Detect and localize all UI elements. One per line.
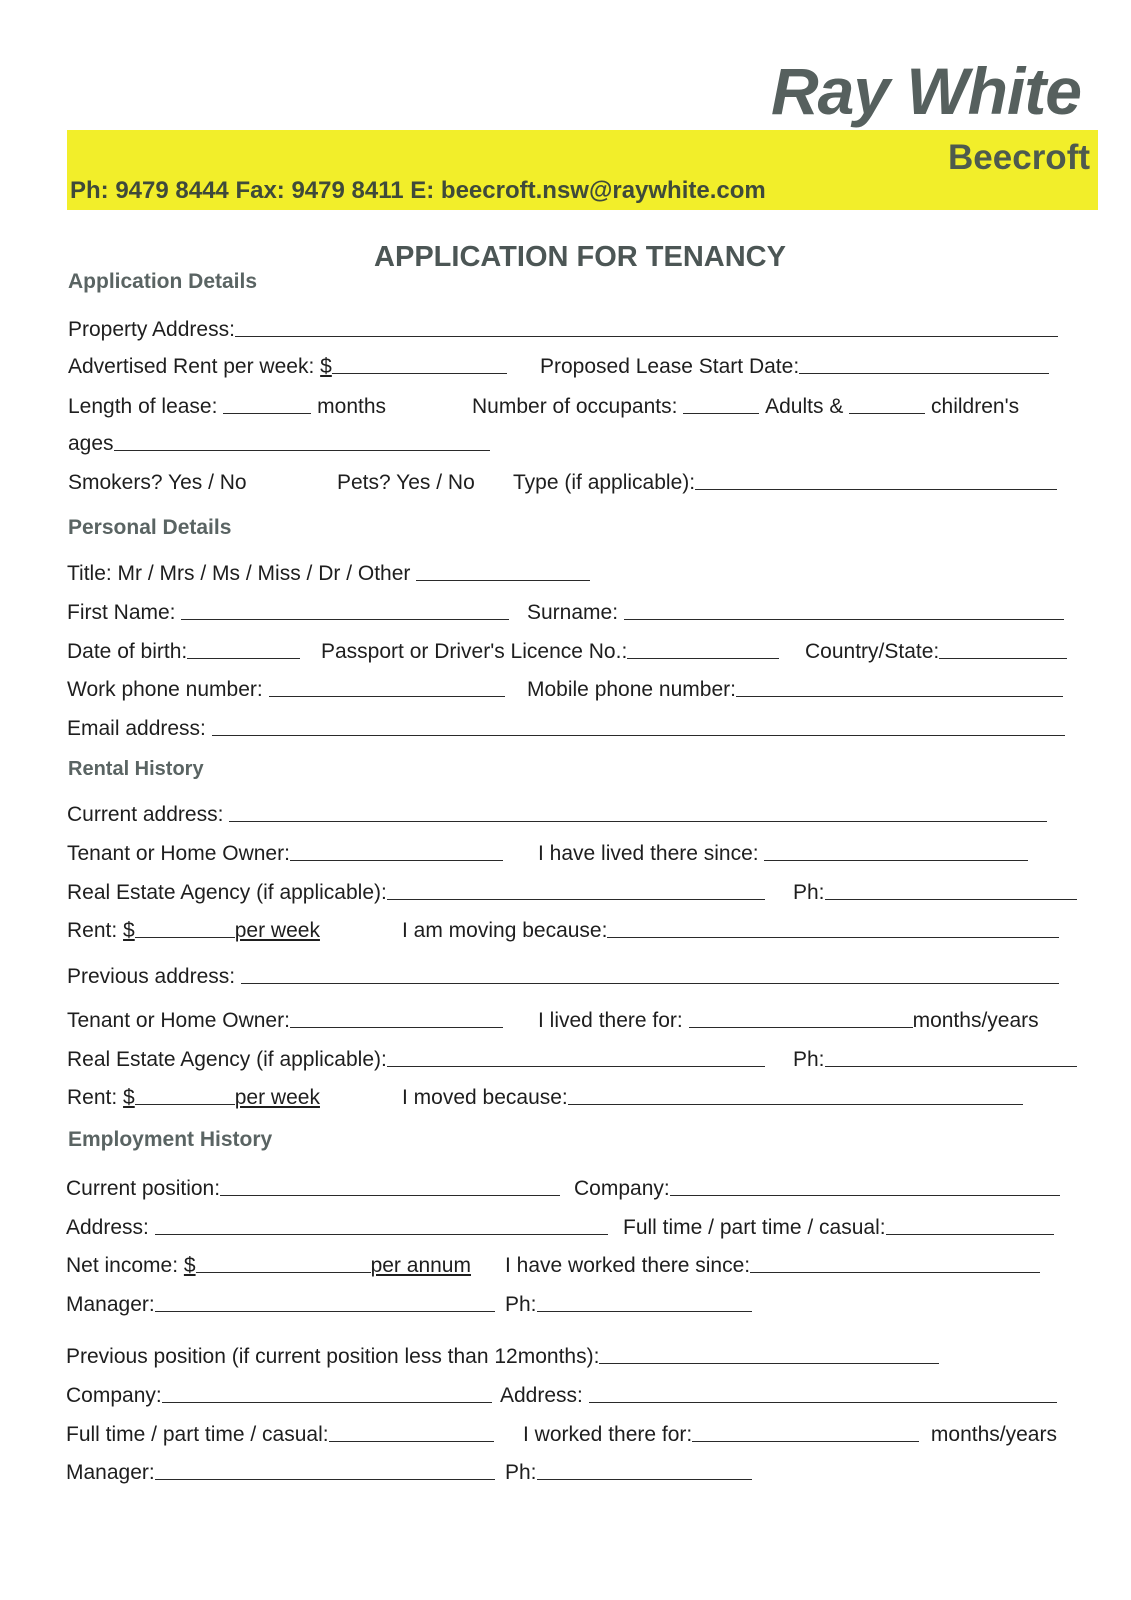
row-current-address [68, 795, 1091, 825]
row-ages [68, 424, 1091, 454]
field-surname[interactable] [624, 618, 1064, 620]
field-children[interactable] [849, 412, 925, 414]
label-current-address: Current address: [67, 803, 224, 826]
label-childrens: children's [931, 395, 1020, 418]
row-lease-occupants [68, 387, 1091, 417]
label-dob: Date of birth: [67, 640, 188, 663]
field-adults[interactable] [683, 412, 759, 414]
dollar-sign: $ [320, 355, 332, 378]
label-prev-agency: Real Estate Agency (if applicable): [67, 1048, 387, 1071]
field-moving-because[interactable] [607, 936, 1059, 938]
field-prev-address[interactable] [589, 1401, 1057, 1403]
row-employer-address [68, 1208, 1091, 1238]
label-pet-type: Type (if applicable): [513, 471, 696, 494]
label-rent: Rent: [67, 919, 118, 942]
field-advertised-rent[interactable] [332, 372, 507, 374]
field-net-income[interactable] [196, 1271, 371, 1273]
branch-name: Beecroft [948, 138, 1090, 177]
field-moved-because[interactable] [568, 1103, 1023, 1105]
row-phones [68, 670, 1091, 700]
label-property-address: Property Address: [68, 318, 235, 341]
label-occupants: Number of occupants: [472, 395, 678, 418]
label-per-week: per week [234, 919, 320, 942]
row-previous-position [68, 1337, 1091, 1367]
field-title-other[interactable] [416, 579, 590, 581]
field-pet-type[interactable] [695, 488, 1057, 490]
label-previous-address: Previous address: [67, 965, 236, 988]
row-manager [68, 1285, 1091, 1315]
label-prev-company: Company: [66, 1384, 162, 1407]
field-company[interactable] [670, 1194, 1060, 1196]
label-adults: Adults & [765, 395, 844, 418]
section-rental-history: Rental History [68, 758, 204, 780]
label-agency-ph: Ph: [793, 881, 825, 904]
label-worked-since: I have worked there since: [505, 1254, 751, 1277]
row-name [68, 593, 1091, 623]
row-previous-agency [68, 1040, 1091, 1070]
field-agency[interactable] [387, 898, 765, 900]
field-agency-ph[interactable] [825, 898, 1077, 900]
label-advertised-rent: Advertised Rent per week: [68, 355, 315, 378]
field-previous-rent[interactable] [135, 1103, 235, 1105]
row-current-rent [68, 911, 1091, 941]
field-country-state[interactable] [939, 657, 1067, 659]
field-manager-ph[interactable] [537, 1310, 752, 1312]
label-manager-ph: Ph: [505, 1293, 537, 1316]
dollar-sign: $ [183, 1254, 196, 1277]
label-ages: ages [68, 432, 114, 455]
label-prev-tenant-owner: Tenant or Home Owner: [67, 1009, 290, 1032]
row-previous-rent [68, 1078, 1091, 1108]
field-worked-for[interactable] [692, 1440, 919, 1442]
label-per-annum: per annum [370, 1254, 471, 1277]
row-previous-address [68, 957, 1091, 987]
label-country-state: Country/State: [805, 640, 940, 663]
label-lived-for: I lived there for: [538, 1009, 683, 1032]
row-previous-tenant [68, 1001, 1091, 1031]
row-rent-lease [68, 347, 1091, 377]
label-moved-because: I moved because: [402, 1086, 568, 1109]
field-prev-company[interactable] [162, 1401, 492, 1403]
field-worked-since[interactable] [750, 1271, 1040, 1273]
form-title: APPLICATION FOR TENANCY [374, 241, 786, 273]
label-lease-start: Proposed Lease Start Date: [540, 355, 800, 378]
label-tenant-owner: Tenant or Home Owner: [67, 842, 290, 865]
field-mobile-phone[interactable] [736, 695, 1063, 697]
section-personal-details: Personal Details [68, 516, 232, 539]
field-current-address[interactable] [229, 820, 1047, 822]
field-dob[interactable] [187, 657, 300, 659]
field-tenant-owner[interactable] [290, 859, 503, 861]
dollar-sign: $ [123, 1086, 135, 1109]
label-moving-because: I am moving because: [402, 919, 608, 942]
row-current-tenant [68, 834, 1091, 864]
field-lease-start[interactable] [799, 372, 1049, 374]
row-prev-manager [68, 1453, 1091, 1483]
label-lived-since: I have lived there since: [538, 842, 759, 865]
label-company: Company: [574, 1177, 670, 1200]
field-prev-agency[interactable] [387, 1065, 765, 1067]
label-lease-length: Length of lease: [68, 395, 218, 418]
row-title [68, 554, 1091, 584]
field-ages[interactable] [114, 449, 490, 451]
row-property-address [68, 310, 1091, 340]
field-employment-type[interactable] [886, 1233, 1054, 1235]
row-net-income [68, 1246, 1091, 1276]
row-prev-employment-type [68, 1415, 1091, 1445]
section-employment-history: Employment History [68, 1128, 273, 1151]
header-band [67, 130, 1098, 210]
field-lived-for[interactable] [689, 1026, 913, 1028]
dollar-sign: $ [123, 919, 135, 942]
pets-choice[interactable]: Pets? Yes / No [337, 471, 475, 494]
label-months-years: months/years [930, 1423, 1057, 1446]
field-prev-employment-type[interactable] [329, 1440, 494, 1442]
field-manager[interactable] [155, 1310, 495, 1312]
field-lease-length[interactable] [223, 412, 311, 414]
section-application-details: Application Details [68, 270, 258, 293]
label-agency: Real Estate Agency (if applicable): [67, 881, 387, 904]
label-prev-rent: Rent: [67, 1086, 118, 1109]
label-net-income: Net income: [66, 1254, 179, 1277]
label-prev-address: Address: [500, 1384, 583, 1407]
row-dob-licence [68, 632, 1091, 662]
field-first-name[interactable] [181, 618, 509, 620]
field-prev-tenant-owner[interactable] [290, 1026, 503, 1028]
field-lived-since[interactable] [764, 859, 1028, 861]
row-current-agency [68, 873, 1091, 903]
field-current-rent[interactable] [135, 936, 235, 938]
label-employer-address: Address: [66, 1216, 149, 1239]
contact-info: Ph: 9479 8444 Fax: 9479 8411 E: beecroft.nsw@raywhite.com [70, 177, 766, 204]
label-worked-for: I worked there for: [523, 1423, 693, 1446]
field-employer-address[interactable] [155, 1233, 608, 1235]
label-previous-position: Previous position (if current position less than 12months): [66, 1345, 600, 1368]
label-prev-agency-ph: Ph: [793, 1048, 825, 1071]
label-prev-manager: Manager: [66, 1461, 155, 1484]
label-email: Email address: [67, 717, 206, 740]
label-employment-type: Full time / part time / casual: [623, 1216, 886, 1239]
row-current-position [68, 1169, 1091, 1199]
label-prev-manager-ph: Ph: [505, 1461, 537, 1484]
field-email[interactable] [212, 734, 1065, 736]
row-email [68, 709, 1091, 739]
label-current-position: Current position: [66, 1177, 221, 1200]
label-surname: Surname: [527, 601, 619, 624]
field-property-address[interactable] [235, 335, 1058, 337]
field-prev-manager[interactable] [155, 1478, 495, 1480]
title-choice[interactable]: Title: Mr / Mrs / Ms / Miss / Dr / Other [67, 562, 411, 585]
label-per-week: per week [234, 1086, 320, 1109]
field-work-phone[interactable] [269, 695, 505, 697]
smokers-choice[interactable]: Smokers? Yes / No [68, 471, 247, 494]
label-prev-employment-type: Full time / part time / casual: [66, 1423, 329, 1446]
label-licence: Passport or Driver's Licence No.: [321, 640, 628, 663]
field-previous-address[interactable] [241, 982, 1059, 984]
label-months: months [317, 395, 387, 418]
label-work-phone: Work phone number: [67, 678, 263, 701]
label-months-years: months/years [912, 1009, 1039, 1032]
field-licence[interactable] [627, 657, 779, 659]
field-current-position[interactable] [220, 1194, 560, 1196]
row-smokers-pets [68, 463, 1091, 493]
field-prev-manager-ph[interactable] [537, 1478, 752, 1480]
field-previous-position[interactable] [599, 1362, 939, 1364]
brand-logo: Ray White [770, 54, 1081, 128]
label-manager: Manager: [66, 1293, 155, 1316]
field-prev-agency-ph[interactable] [825, 1065, 1077, 1067]
row-prev-company [68, 1376, 1091, 1406]
label-first-name: First Name: [67, 601, 176, 624]
label-mobile-phone: Mobile phone number: [527, 678, 736, 701]
